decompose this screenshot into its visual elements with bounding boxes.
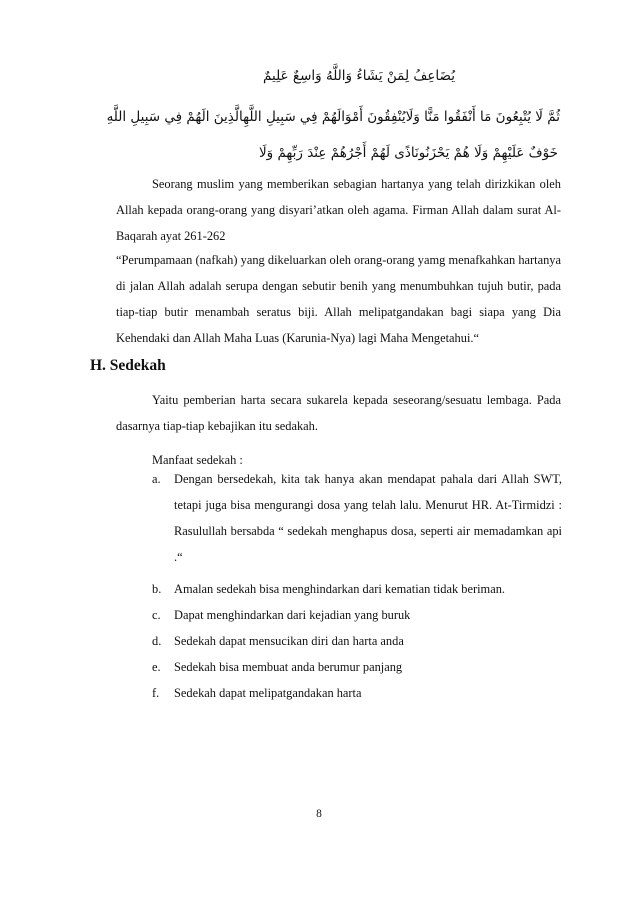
paragraph-sedekah-definition	[116, 387, 561, 439]
list-marker: c.	[152, 608, 161, 622]
list-marker: e.	[152, 660, 161, 674]
benefits-list	[152, 466, 562, 706]
list-item	[152, 576, 562, 602]
arabic-verse-line-2: ثُمَّ لَا يُتْبِعُونَ مَا أَنْفَقُوا مَنًّا وَلَايُنْفِقُونَ أَمْوَالَهُمْ فِي سَبِيلِ اللَّهِالَّذِينَ الَهُمْ فِي سَبِيلِ اللَّهِ	[106, 109, 560, 125]
list-item	[152, 680, 562, 706]
list-item	[152, 466, 562, 570]
section-heading: H. Sedekah	[90, 357, 166, 374]
paragraph-muslim-giving	[116, 171, 561, 249]
list-marker: f.	[152, 686, 160, 700]
list-item-text: Dapat menghindarkan dari kejadian yang buruk	[174, 608, 411, 622]
list-item-text: Sedekah dapat mensucikan diri dan harta anda	[174, 634, 404, 648]
list-item-text: Sedekah bisa membuat anda berumur panjang	[174, 660, 403, 674]
list-item-text: Sedekah dapat melipatgandakan harta	[174, 686, 362, 700]
arabic-verse-line-3: خَوْفٌ عَلَيْهِمْ وَلَا هُمْ يَحْزَنُونَاذًى لَهُمْ أَجْرُهُمْ عِنْدَ رَبِّهِمْ وَلَا	[258, 145, 558, 161]
paragraph-text: “Perumpamaan (nafkah) yang dikeluarkan oleh orang-orang yamg menafkahkan hartanya di jalan Allah adalah serupa dengan sebutir benih yang menumbuhkan tujuh butir, pada tiap-tiap butir menambah seratus biji. Allah melipatgandakan bagi siapa yang Dia Kehendaki dan Allah Maha Luas (Karunia-Nya) lagi Maha Mengetahui.“	[116, 253, 561, 345]
list-marker: b.	[152, 582, 162, 596]
paragraph-text: Yaitu pemberian harta secara sukarela kepada seseorang/sesuatu lembaga. Pada dasarnya tiap-tiap kebajikan itu sedakah.	[116, 393, 561, 433]
paragraph-translation-quote	[116, 247, 561, 351]
list-marker: a.	[152, 472, 161, 486]
list-item-text: Amalan sedekah bisa menghindarkan dari kematian tidak beriman.	[174, 582, 505, 596]
paragraph-text: Seorang muslim yang memberikan sebagian hartanya yang telah dirizkikan oleh Allah kepada orang-orang yang disyari’atkan oleh agama. Firman Allah dalam surat Al-Baqarah ayat 261-262	[116, 177, 561, 243]
arabic-verse-line-1: يُضَاعِفُ لِمَنْ يَشَاءُ وَاللَّهُ وَاسِعٌ عَلِيمٌ	[263, 68, 455, 84]
list-item	[152, 602, 562, 628]
page-number: 8	[316, 808, 322, 820]
benefits-intro: Manfaat sedekah :	[152, 453, 243, 467]
list-item-text: Dengan bersedekah, kita tak hanya akan mendapat pahala dari Allah SWT, tetapi juga bisa mengurangi dosa yang telah lalu. Menurut HR. At-Tirmidzi : Rasulullah bersabda “ sedekah menghapus dosa, seperti air memadamkan api .“	[174, 472, 562, 564]
list-item	[152, 628, 562, 654]
list-item	[152, 654, 562, 680]
list-marker: d.	[152, 634, 162, 648]
